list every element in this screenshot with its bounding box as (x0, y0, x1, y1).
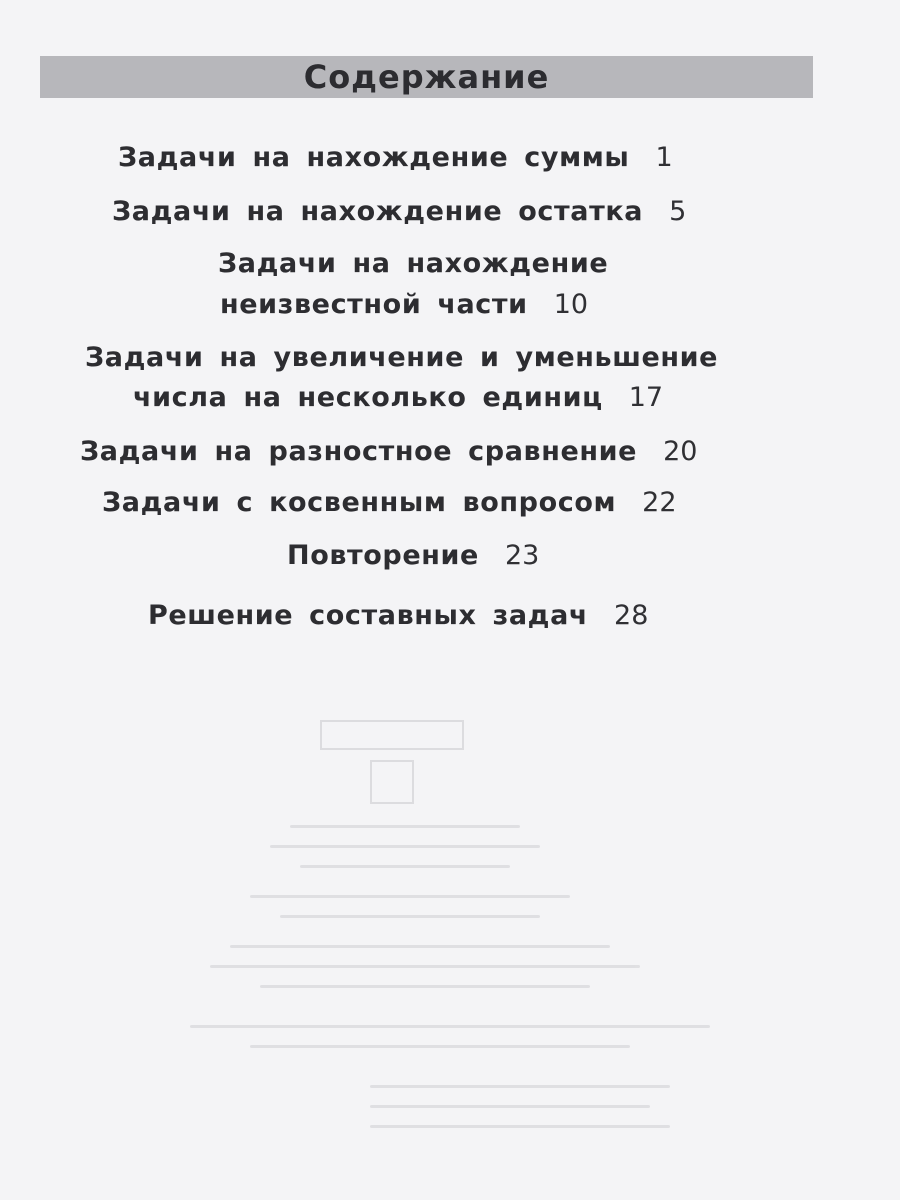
bleed-through-line (260, 985, 590, 988)
bleed-through-line (270, 845, 540, 848)
bleed-through-line (370, 1125, 670, 1128)
toc-entry-increase-decrease-line2 (133, 382, 663, 413)
toc-entry-compound-problems (148, 600, 648, 631)
toc-entry-title: Решение составных задач (148, 600, 589, 631)
toc-entry-page-number: 1 (655, 142, 673, 173)
bleed-through-logo (320, 720, 464, 750)
bleed-through-line (250, 895, 570, 898)
toc-entry-title-continued: числа на несколько единиц (133, 382, 603, 413)
toc-entry-page-number: 10 (553, 289, 589, 320)
toc-entry-page-number: 5 (669, 196, 687, 227)
toc-entry-increase-decrease-line1 (85, 342, 718, 373)
toc-entry-unknown-part-line1 (218, 248, 608, 279)
toc-entry-unknown-part-line2 (220, 289, 588, 320)
bleed-through-texture (190, 690, 730, 1160)
toc-entry-page-number: 20 (663, 436, 698, 467)
bleed-through-line (230, 945, 610, 948)
toc-entry-title: Задачи с косвенным вопросом (102, 487, 617, 518)
toc-entry-difference-comparison (80, 436, 697, 467)
toc-entry-review (287, 540, 539, 571)
toc-entry-remainder (112, 196, 686, 227)
bleed-through-line (370, 1085, 670, 1088)
toc-entry-page-number: 22 (642, 487, 677, 518)
toc-entry-title: Задачи на нахождение (218, 248, 609, 279)
bleed-through-line (290, 825, 520, 828)
toc-entry-page-number: 23 (504, 540, 540, 571)
toc-entry-sum (118, 142, 673, 173)
toc-entry-indirect-question (102, 487, 677, 518)
bleed-through-mark (370, 760, 414, 804)
bleed-through-line (210, 965, 640, 968)
toc-entry-page-number: 17 (628, 382, 664, 413)
toc-entry-page-number: 28 (614, 600, 649, 631)
contents-title: Содержание (303, 58, 550, 96)
bleed-through-line (370, 1105, 650, 1108)
bleed-through-line (280, 915, 540, 918)
toc-entry-title-continued: неизвестной части (220, 289, 528, 320)
toc-entry-title: Задачи на нахождение остатка (112, 196, 644, 227)
bleed-through-line (250, 1045, 630, 1048)
toc-entry-title: Задачи на увеличение и уменьшение (85, 342, 719, 373)
bleed-through-line (190, 1025, 710, 1028)
bleed-through-line (300, 865, 510, 868)
toc-entry-title: Повторение (287, 540, 479, 571)
toc-entry-title: Задачи на нахождение суммы (118, 142, 630, 173)
toc-entry-title: Задачи на разностное сравнение (80, 436, 638, 467)
